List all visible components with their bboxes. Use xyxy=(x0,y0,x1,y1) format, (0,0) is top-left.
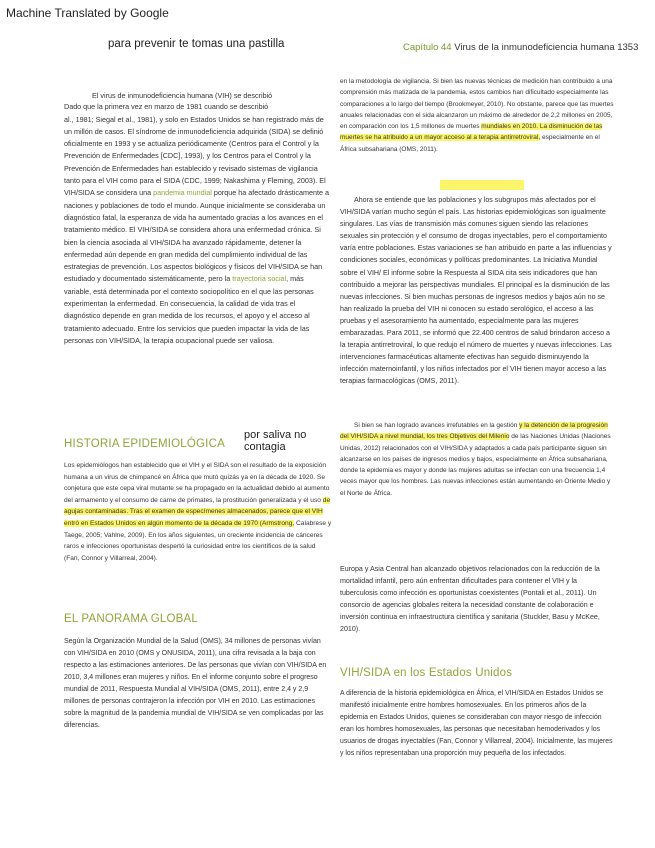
header-left-text: para prevenir te tomas una pastilla xyxy=(108,38,285,50)
intro-overlap-line xyxy=(64,101,332,113)
intro-line-1: El virus de inmunodeficiencia humana (VIH) se describió xyxy=(92,91,273,100)
chapter-title: Virus de la inmunodeficiencia humana 1353 xyxy=(454,42,639,53)
highlight-mark xyxy=(440,180,524,190)
pandemia-link[interactable]: pandemia mundial xyxy=(153,188,212,198)
intro-text-c: , más variable, está determinada por el contexto sociopolítico en el que las personas experimentan la enfermedad. En consecuencia, la calidad de vida tras el diagnóstico depende en gran medida de los recursos, el apoyo y el acceso al tratamiento adecuado. Entre los servicios que pueden impactar la vida de las personas con VIH/SIDA, la terapia ocupacional puede ser valiosa. xyxy=(64,274,314,345)
right-p1-highlight: mundiales en 2010. La disminución de las muertes se ha atribuido a un mayor acceso al a terapia antirretroviral, xyxy=(340,123,603,142)
intro-text-a: al., 1981; Siegal et al., 1981), y solo en Estados Unidos se han registrado más de un millón de casos. El síndrome de inmunodeficiencia adquirida (SIDA) se definió oficialmente en 1993 y se actualiza periódicamente (Centros para el Control y la Prevención de Enfermedades [CDC], 1993), y los Centros para el Control y la Prevención de Enfermedades han establecido y revisado sistemas de vigilancia tanto para el VIH como para el SIDA (CDC, 1999; Nakashima y Fleming, 2003). El VIH/SIDA se considera una xyxy=(64,114,326,198)
intro-paragraph xyxy=(64,114,332,348)
right-p1-text-a: en la metodología de vigilancia. Si bien las nuevas técnicas de medición han contribuido a una comprensión más matizada de la pandemia, estos cambios han dificultado especialmente las comparaciones a lo largo del tiempo (Brookmeyer, 2010). No obstante, parece que las muertes anuales relacionadas con el sida alcanzaron un máximo de alrededor de 2,2 millones en 2005, en comparación con los 1,5 millones de muertes xyxy=(340,78,614,131)
right-p3-highlight: y la detención de la progresión del VIH/SIDA a nivel mundial, los tres Objetivos del Milenio xyxy=(340,422,608,441)
right-paragraph-3 xyxy=(340,420,616,499)
historia-text-b: Calabrese y Taege, 2005; Vahlne, 2009). En los años siguientes, un creciente incidencia de cánceres raros e infecciones oportunistas despertó la curiosidad entre los científicos de la salud (Fan, Connor y Villarreal, 2004). xyxy=(64,519,332,562)
right-paragraph-2: Ahora se entiende que las poblaciones y los subgrupos más afectados por el VIH/SIDA varían mucho según el país. Las historias epidemiológicas son igualmente singulares. Las vías de transmisión más comunes siguen siendo las relaciones sexuales sin protección y el consumo de drogas inyectables, pero el comportamiento varía entre poblaciones. Estas variaciones se han atribuido en parte a las influencias y condiciones sociales, económicas y políticas predominantes. La Iniciativa Mundial sobre el VIH/ El informe sobre la Respuesta al SIDA cita seis indicadores que han contribuido a mejorar las perspectivas mundiales. El principal es la disminución de las nuevas infecciones. Si bien muchas personas de ingresos medios y bajos aún no se han realizado la prueba del VIH ni conocen su estado serológico, el acceso a las pruebas y el asesoramiento ha aumentado, especialmente para las mujeres embarazadas. Para 2011, se informó que 22.400 centros de salud brindaron acceso a la terapia antirretroviral, lo que redujo el número de muertes y nuevas infecciones. Las intervenciones farmacéuticas altamente efectivas han seguido disminuyendo la infección maternoinfantil, y los niños infectados por el VIH tienen mayor acceso a las terapias farmacológicas (OMS, 2011). xyxy=(340,196,612,386)
intro-overlap-text: Dado que la primera vez en marzo de 1981 cuando se describió xyxy=(64,102,269,112)
heading-historia: HISTORIA EPIDEMIOLÓGICA xyxy=(64,438,225,450)
chapter-label: Capítulo 44 xyxy=(403,42,452,53)
running-header xyxy=(403,42,638,53)
intro-text-b: porque ha afectado drásticamente a naciones y poblaciones de todo el mundo. Aunque inicialmente se consideraba un diagnóstico fatal, la esperanza de vida ha aumentado gracias a los avances en el tratamiento médico. El VIH/SIDA se considera ahora una enfermedad crónica. Si bien la ciencia asociada al VIH/SIDA ha avanzado rápidamente, detener la enfermedad aún depende en gran medida del cumplimiento individual de las estrategias de prevención. Los aspectos biológicos y físicos del VIH/SIDA se han estudiado y documentado sistemáticamente, pero la xyxy=(64,188,329,284)
right-p3-text-b: de las Naciones Unidas (Naciones Unidas, 2012) relacionados con el VIH/SIDA y adaptados a cada país participante siguen sin alcanzarse en los países de ingresos medios y bajos, especialmente en África subsahariana, donde la epidemia es mayor y donde las mujeres adultas se infectan con una frecuencia 1,4 veces mayor que los hombres. Las nuevas infecciones están aumentando en Oriente Medio y el Norte de África. xyxy=(340,433,611,497)
right-p3-text-a: Si bien se han logrado avances irrefutables en la gestión xyxy=(354,422,518,429)
right-paragraph-4: Europa y Asia Central han alcanzado objetivos relacionados con la reducción de la mortalidad infantil, pero aún enfrentan dificultades para contener el VIH y la tuberculosis como infección es oportunistas coexistentes (Pontali et al., 2011). Un consorcio de agencias globales reitera la necesidad constante de colaboración e inversión continua en infraestructura científica y sanitaria (Stuckler, Basu y McKee, 2010). xyxy=(340,565,600,634)
panorama-paragraph: Según la Organización Mundial de la Salud (OMS), 34 millones de personas vivían con VIH/SIDA en 2010 (OMS y ONUSIDA, 2011), una cifra revisada a la baja con respecto a las estimaciones anteriores. De las personas que vivían con VIH/SIDA en 2010, 3,4 millones eran mujeres y niños. En el informe conjunto sobre el progreso mundial de 2011, Respuesta Mundial al VIH/SIDA (OMS, 2011), entre 2,4 y 2,9 millones de personas contrajeron la infección por VIH en 2010. Las estimaciones sobre la magnitud de la pandemia mundial de VIH/SIDA se ven complicadas por las diferencias. xyxy=(64,638,327,729)
translation-tooltip: por saliva no contagia xyxy=(241,428,317,454)
heading-eeuu: VIH/SIDA en los Estados Unidos xyxy=(340,667,513,679)
left-column xyxy=(64,90,332,347)
trayectoria-link[interactable]: trayectoria social xyxy=(232,274,287,284)
machine-translation-banner: Machine Translated by Google xyxy=(6,6,169,20)
historia-highlight: de agujas contaminadas. Tras el examen de especímenes almacenados, parece que el VIH entró en Estados Unidos en algún momento de la década de 1970 (Armstrong, xyxy=(64,496,331,527)
historia-text-a: Los epidemiólogos han establecido que el VIH y el SIDA son el resultado de la exposición humana a un virus de chimpancé en África que mutó quizás ya en la década de 1920. Se conjetura que este cepa viral mutante se ha propagado en la actualidad debido al aumento del armamento y el consumo de carne de primates, la prostitución generalizada y el uso xyxy=(64,462,330,504)
right-paragraph-5: A diferencia de la historia epidemiológica en África, el VIH/SIDA en Estados Unidos se manifestó inicialmente entre hombres homosexuales. En los primeros años de la epidemia en Estados Unidos, quienes se consideraban con mayor riesgo de infección eran los hombres homosexuales, las personas que necesitaban hemoderivados y los usuarios de drogas inyectables (Fan, Connor y Villarreal, 2004). Inicialmente, las mujeres y los niños representaban una proporción muy pequeña de los infectados. xyxy=(340,690,613,757)
historia-paragraph xyxy=(64,460,332,564)
heading-panorama: EL PANORAMA GLOBAL xyxy=(64,613,198,625)
right-p1-text-b: especialmente en el África subsahariana (OMS, 2011). xyxy=(340,134,600,153)
right-paragraph-1 xyxy=(340,76,616,155)
